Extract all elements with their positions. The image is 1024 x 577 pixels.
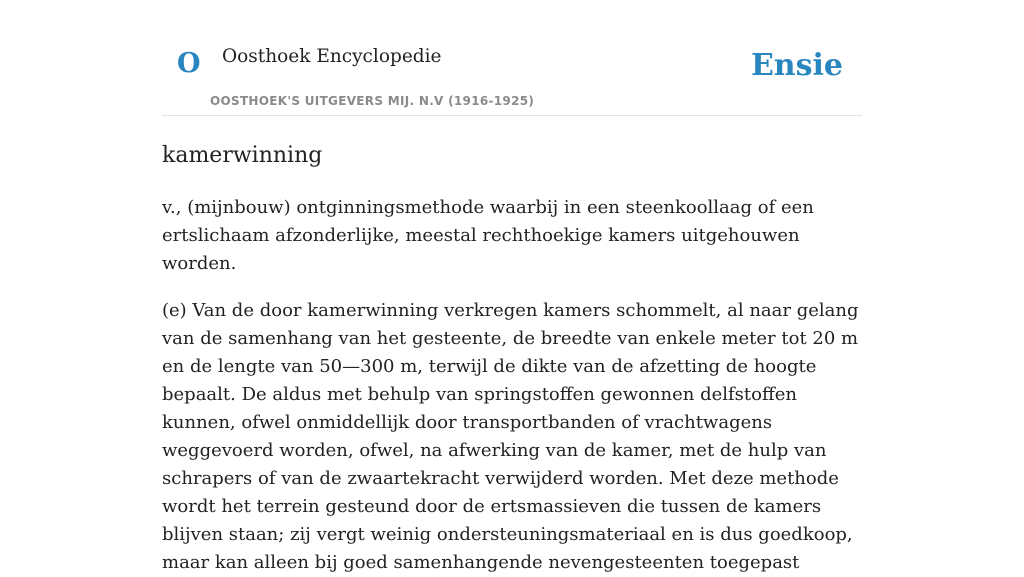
entry-body — [162, 194, 862, 577]
content-column — [162, 0, 862, 577]
source-header — [162, 0, 862, 116]
entry-title: kamerwinning — [162, 143, 323, 168]
ensie-logo-link[interactable]: Ensie — [750, 48, 843, 83]
entry-definition-paragraph: v., (mijnbouw) ontginningsmethode waarbij in een steenkoollaag of een ertslichaam afzonderlijke, meestal rechthoekige kamers uitgehouwen worden. — [162, 196, 814, 274]
source-title-link[interactable]: Oosthoek Encyclopedie — [222, 46, 442, 67]
source-publisher: OOSTHOEK'S UITGEVERS MIJ. N.V (1916-1925) — [210, 94, 535, 108]
entry-explanation-paragraph: (e) Van de door kamerwinning verkregen kamers schommelt, al naar gelang van de samenhang van het gesteente, de breedte van enkele meter tot 20 m en de lengte van 50—300 m, terwijl de dikte van de afzetting de hoogte bepaalt. De aldus met behulp van springstoffen gewonnen delfstoffen kunnen, ofwel onmiddellijk door transportbanden of vrachtwagens weggevoerd worden, ofwel, na afwerking van de kamer, met de hulp van schrapers of van de zwaartekracht verwijderd worden. Met deze methode wordt het terrein gesteund door de ertsmassieven die tussen de kamers blijven staan; zij vergt weinig ondersteuningsmateriaal en is dus goedkoop, maar kan alleen bij goed samenhangende nevengesteenten toegepast — [162, 299, 859, 573]
source-logo-letter[interactable]: O — [177, 48, 201, 79]
